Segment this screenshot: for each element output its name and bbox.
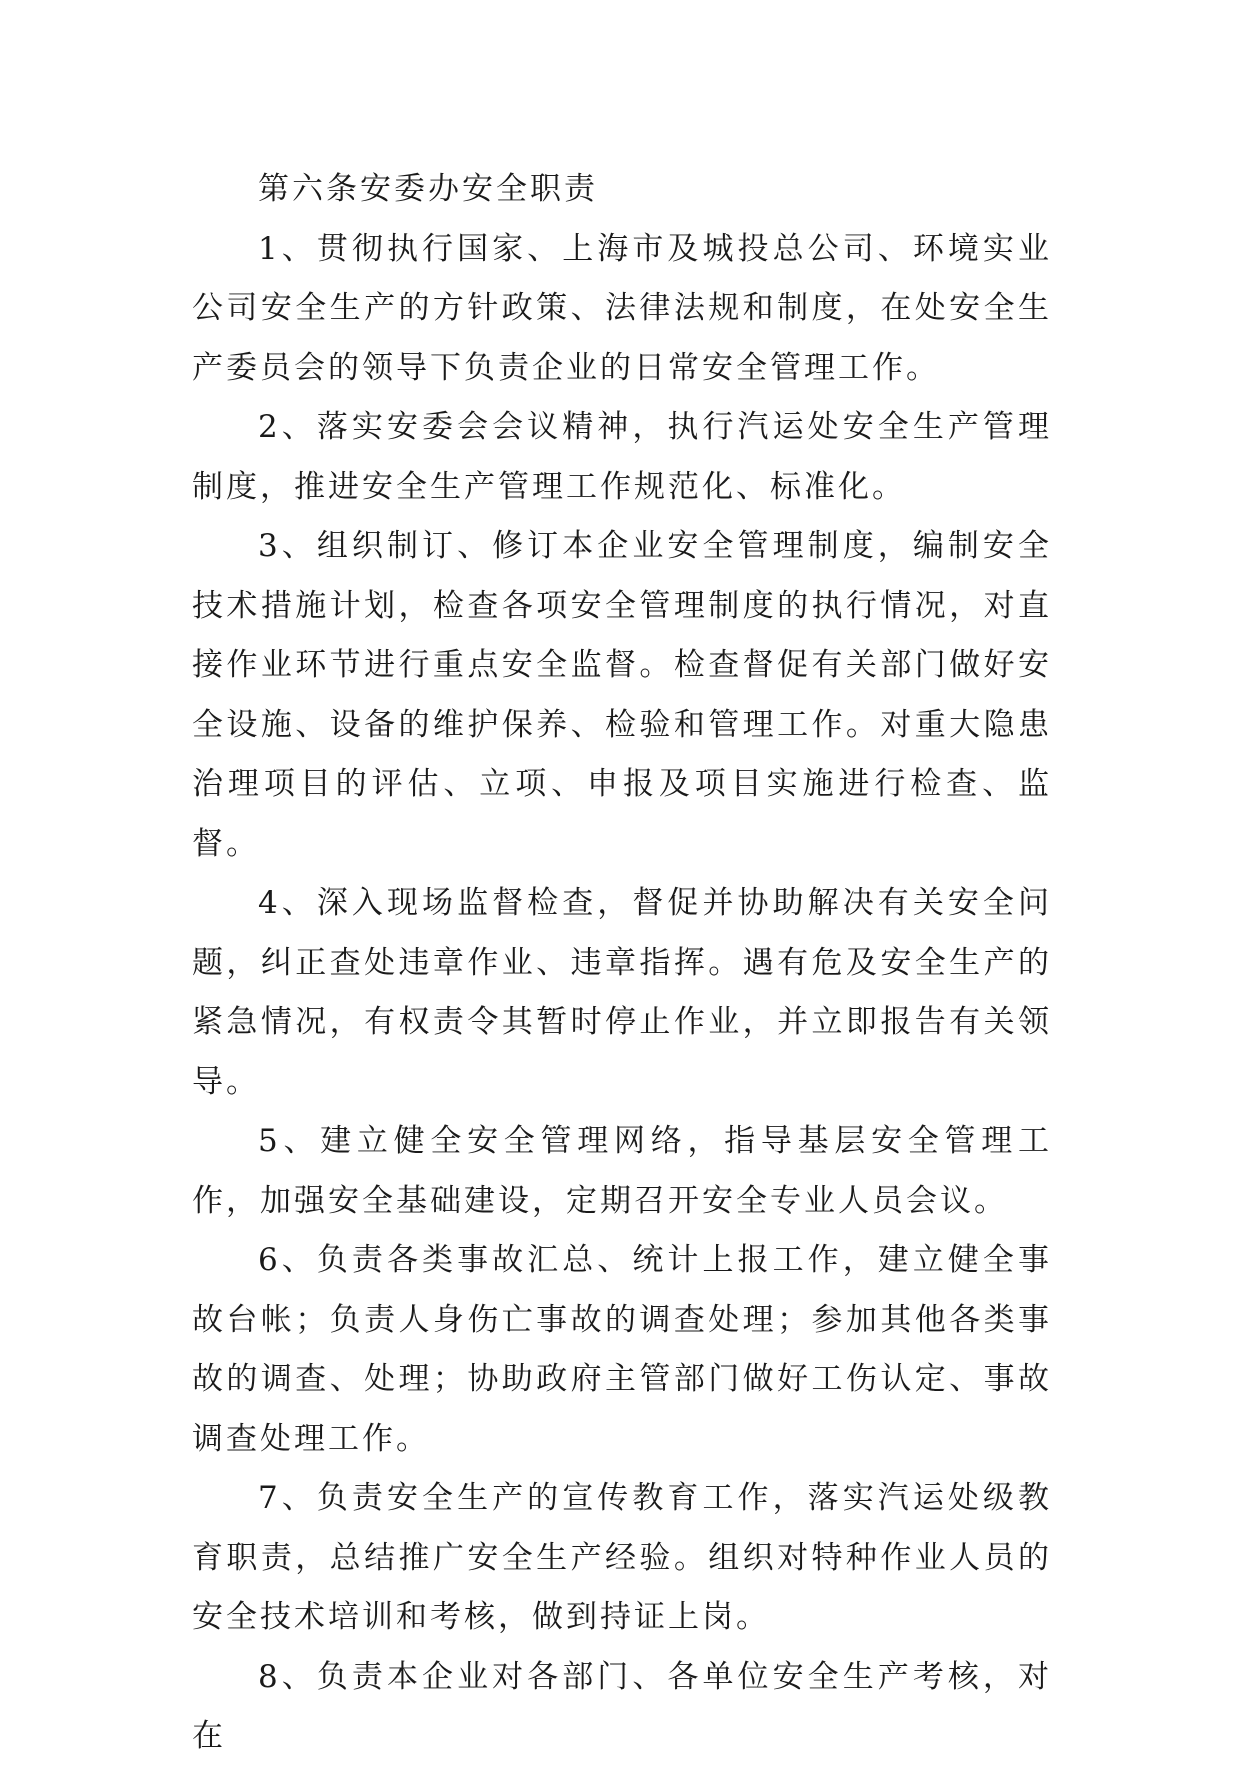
paragraph-6: 6、负责各类事故汇总、统计上报工作，建立健全事故台帐；负责人身伤亡事故的调查处理；参加其他各类事故的调查、处理；协助政府主管部门做好工伤认定、事故调查处理工作。 (192, 1242, 1052, 1457)
document-body (192, 160, 1052, 1767)
paragraph-7: 7、负责安全生产的宣传教育工作，落实汽运处级教育职责，总结推广安全生产经验。组织对特种作业人员的安全技术培训和考核，做到持证上岗。 (192, 1480, 1052, 1635)
paragraph-8: 8、负责本企业对各部门、各单位安全生产考核，对在 (192, 1658, 1052, 1754)
paragraph-1: 1、贯彻执行国家、上海市及城投总公司、环境实业公司安全生产的方针政策、法律法规和制度，在处安全生产委员会的领导下负责企业的日常安全管理工作。 (192, 230, 1052, 386)
article-heading: 第六条安委办安全职责 (258, 171, 598, 207)
paragraph-5: 5、建立健全安全管理网络，指导基层安全管理工作，加强安全基础建设，定期召开安全专业人员会议。 (192, 1123, 1052, 1219)
paragraph-3: 3、组织制订、修订本企业安全管理制度，编制安全技术措施计划，检查各项安全管理制度的执行情况，对直接作业环节进行重点安全监督。检查督促有关部门做好安全设施、设备的维护保养、检验和管理工作。对重大隐患治理项目的评估、立项、申报及项目实施进行检查、监督。 (192, 528, 1052, 862)
paragraph-2: 2、落实安委会会议精神，执行汽运处安全生产管理制度，推进安全生产管理工作规范化、标准化。 (192, 409, 1052, 505)
paragraph-4: 4、深入现场监督检查，督促并协助解决有关安全问题，纠正查处违章作业、违章指挥。遇有危及安全生产的紧急情况，有权责令其暂时停止作业，并立即报告有关领导。 (192, 885, 1052, 1100)
